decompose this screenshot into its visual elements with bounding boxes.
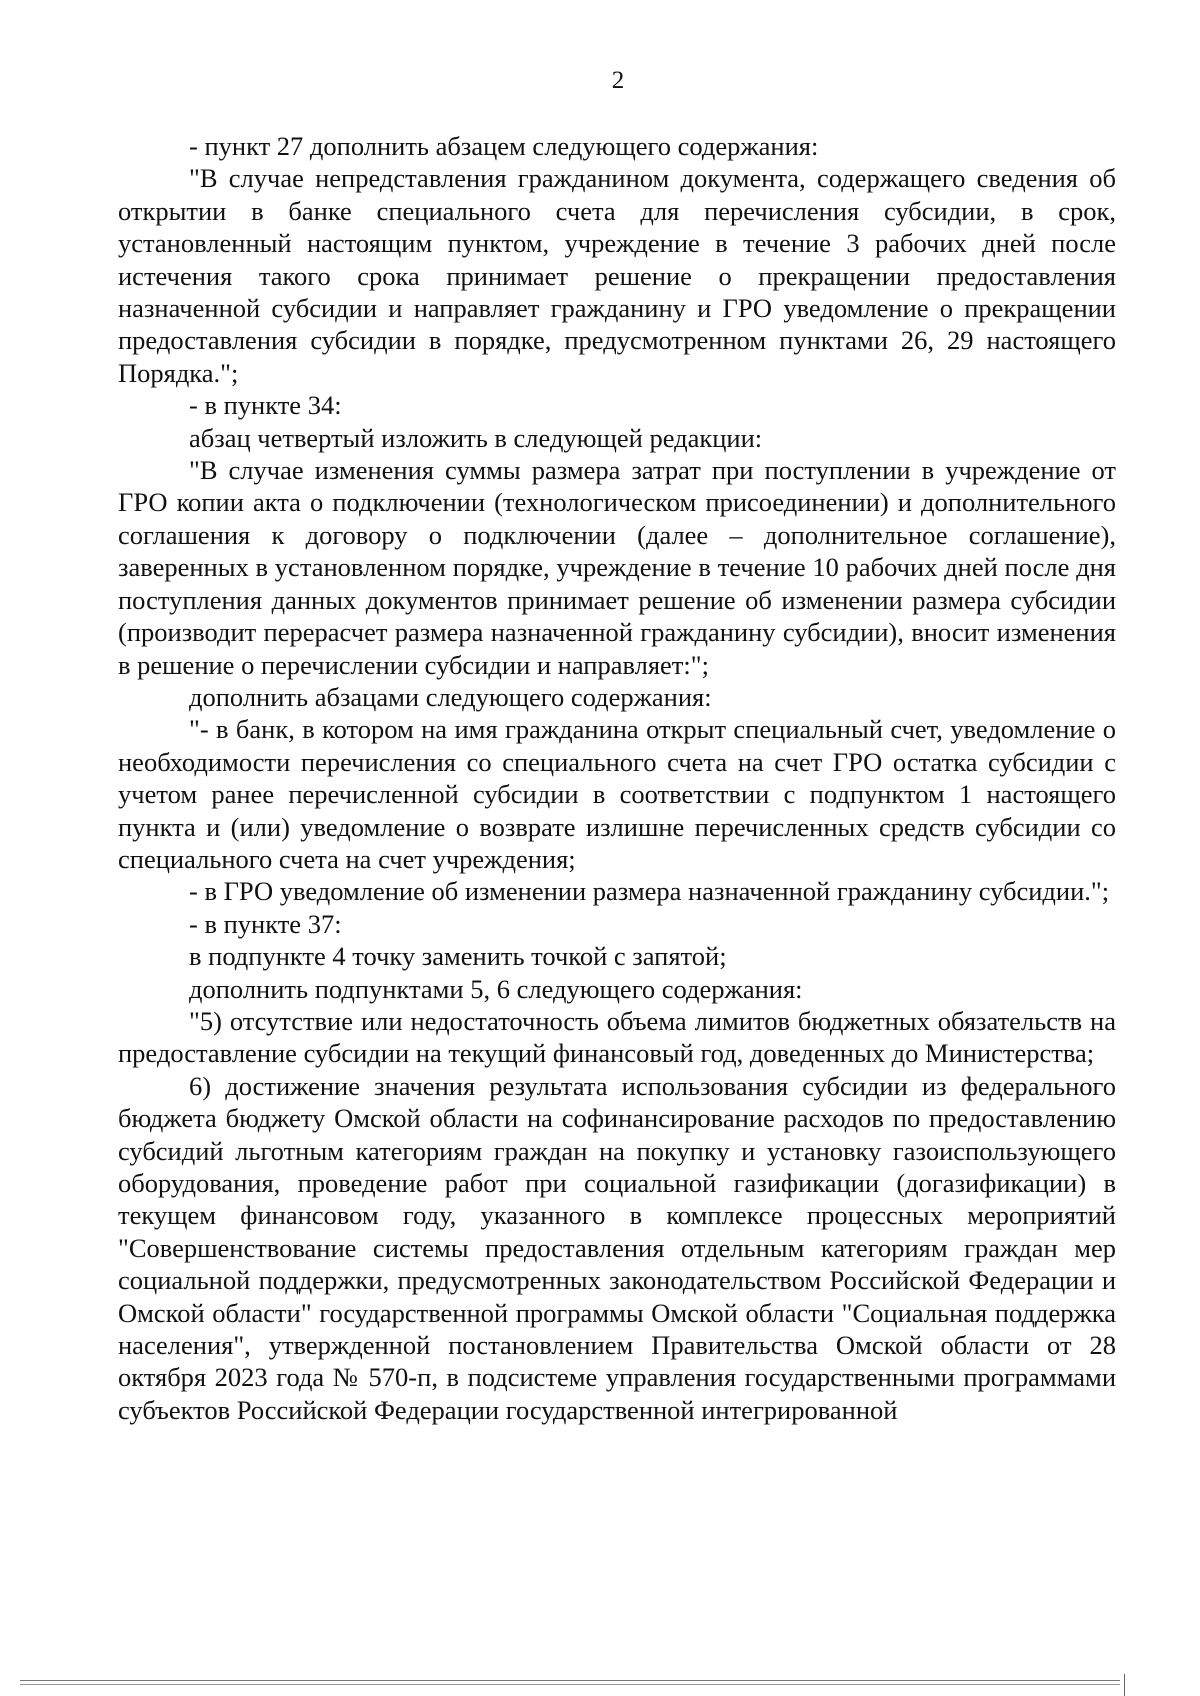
paragraph-point-27-text: "В случае непредставления гражданином документа, содержащего сведения об открытии в банке специального счета для перечисления субсидии, в срок, установленный настоящим пунктом, учреждение в течение 3 рабочих дней после истечения такого срока принимает решение о прекращении предоставления назначенной субсидии и направляет гражданину и ГРО уведомление о прекращении предоставления субсидии в порядке, предусмотренном пунктами 26, 29 настоящего Порядка."; (118, 163, 1116, 388)
footer-divider (20, 1680, 1120, 1681)
footer-divider-secondary (20, 1684, 1120, 1685)
paragraph-point-34-text: "В случае изменения суммы размера затрат при поступлении в учреждение от ГРО копии акта о подключении (технологическом присоединении) и дополнительного соглашения к договору о подключении (далее – дополнительное соглашение), заверенных в установленном порядке, учреждение в течение 10 рабочих дней после дня поступления данных документов принимает решение об изменении размера субсидии (производит перерасчет размера назначенной гражданину субсидии), вносит изменения в решение о перечислении субсидии и направляет:"; (118, 455, 1116, 680)
paragraph-point-27-intro: - пункт 27 дополнить абзацем следующего содержания: (189, 131, 819, 161)
footer-tick-mark (1124, 1674, 1125, 1696)
paragraph-add-abzacy: дополнить абзацами следующего содержания: (189, 681, 712, 712)
page-number: 2 (611, 67, 625, 94)
paragraph-subpoint-4: в подпункте 4 точку заменить точкой с запятой; (189, 941, 727, 972)
paragraph-bank-notice: "- в банк, в котором на имя гражданина открыт специальный счет, уведомление о необходимости перечисления со специального счета на счет ГРО остатка субсидии с учетом ранее перечисленной субсидии в соответствии с подпунктом 1 настоящего пункта и (или) уведомление о возврате излишне перечисленных средств субсидии со специального счета на счет учреждения; (118, 714, 1116, 874)
paragraph-subpoint-5: "5) отсутствие или недостаточность объема лимитов бюджетных обязательств на предоставление субсидии на текущий финансовый год, доведенных до Министерства; (118, 1005, 1116, 1069)
paragraph-add-subpoints: дополнить подпунктами 5, 6 следующего содержания: (189, 973, 803, 1004)
paragraph-point-37-intro: - в пункте 37: (189, 908, 342, 939)
document-body (118, 130, 1116, 1426)
paragraph-gro-notice: - в ГРО уведомление об изменении размера назначенной гражданину субсидии."; (189, 876, 1110, 907)
paragraph-point-34-intro: - в пункте 34: (189, 390, 342, 421)
paragraph-point-34-abzac-4: абзац четвертый изложить в следующей редакции: (189, 422, 763, 453)
paragraph-subpoint-6: 6) достижение значения результата использования субсидии из федерального бюджета бюджету Омской области на софинансирование расходов по предоставлению субсидий льготным категориям граждан на покупку и установку газоиспользующего оборудования, проведение работ при социальной газификации (догазификации) в текущем финансовом году, указанного в комплексе процессных мероприятий "Совершенствование системы предоставления отдельным категориям граждан мер социальной поддержки, предусмотренных законодательством Российской Федерации и Омской области" государственной программы Омской области "Социальная поддержка населения", утвержденной постановлением Правительства Омской области от 28 октября 2023 года № 570-п, в подсистеме управления государственными программами субъектов Российской Федерации государственной интегрированной (118, 1070, 1116, 1425)
